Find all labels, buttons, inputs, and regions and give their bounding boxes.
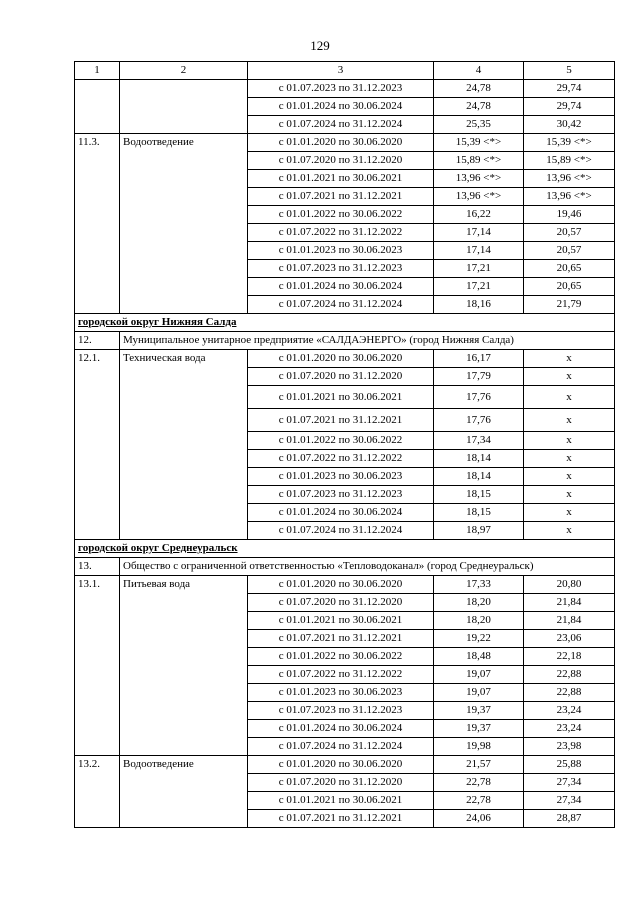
organization-name: Муниципальное унитарное предприятие «САЛДАЭНЕРГО» (город Нижняя Салда) [120,332,615,350]
tariff-vat-value-cell: 22,88 [524,684,615,702]
period-cell: с 01.07.2022 по 31.12.2022 [248,224,434,242]
period-cell: с 01.07.2021 по 31.12.2021 [248,630,434,648]
period-cell: с 01.07.2021 по 31.12.2021 [248,188,434,206]
service-name [120,80,248,134]
tariff-value-cell: 18,16 [434,296,524,314]
period-cell: с 01.01.2021 по 30.06.2021 [248,170,434,188]
tariff-value-cell: 24,06 [434,810,524,828]
tariff-vat-value-cell: 25,88 [524,756,615,774]
period-cell: с 01.01.2024 по 30.06.2024 [248,504,434,522]
tariff-value-cell: 25,35 [434,116,524,134]
tariff-value-cell: 17,33 [434,576,524,594]
tariff-vat-value-cell: 23,06 [524,630,615,648]
period-cell: с 01.01.2023 по 30.06.2023 [248,468,434,486]
tariff-vat-value-cell: 21,84 [524,594,615,612]
tariff-vat-value-cell: x [524,432,615,450]
period-cell: с 01.07.2024 по 31.12.2024 [248,116,434,134]
period-cell: с 01.07.2023 по 31.12.2023 [248,486,434,504]
period-cell: с 01.01.2021 по 30.06.2021 [248,612,434,630]
period-cell: с 01.07.2021 по 31.12.2021 [248,810,434,828]
tariff-value-cell: 17,14 [434,242,524,260]
header-cell-4: 4 [434,62,524,80]
tariff-vat-value-cell: 23,98 [524,738,615,756]
tariff-vat-value-cell: 19,46 [524,206,615,224]
tariff-value-cell: 24,78 [434,80,524,98]
tariff-value-cell: 16,17 [434,350,524,368]
header-cell-2: 2 [120,62,248,80]
tariff-value-cell: 18,14 [434,450,524,468]
tariff-vat-value-cell: 15,39 <*> [524,134,615,152]
item-number: 11.3. [75,134,120,314]
tariff-vat-value-cell: 30,42 [524,116,615,134]
tariff-vat-value-cell: x [524,522,615,540]
tariff-value-cell: 17,34 [434,432,524,450]
period-cell: с 01.07.2023 по 31.12.2023 [248,260,434,278]
tariff-value-cell: 19,98 [434,738,524,756]
tariff-vat-value-cell: 29,74 [524,98,615,116]
tariff-vat-value-cell: 15,89 <*> [524,152,615,170]
tariff-value-cell: 22,78 [434,774,524,792]
tariff-vat-value-cell: x [524,368,615,386]
tariff-vat-value-cell: 20,57 [524,224,615,242]
tariff-value-cell: 15,39 <*> [434,134,524,152]
tariff-vat-value-cell: 21,84 [524,612,615,630]
page-number: 129 [310,38,330,53]
tariff-table-body [75,62,615,828]
period-cell: с 01.01.2024 по 30.06.2024 [248,278,434,296]
tariff-value-cell: 18,20 [434,612,524,630]
tariff-vat-value-cell: 22,88 [524,666,615,684]
period-cell: с 01.07.2020 по 31.12.2020 [248,152,434,170]
table-row [75,350,615,368]
period-cell: с 01.01.2020 по 30.06.2020 [248,756,434,774]
tariff-value-cell: 19,37 [434,702,524,720]
tariff-vat-value-cell: 27,34 [524,792,615,810]
tariff-value-cell: 17,79 [434,368,524,386]
tariff-vat-value-cell: 13,96 <*> [524,188,615,206]
table-row [75,576,615,594]
tariff-value-cell: 18,20 [434,594,524,612]
tariff-value-cell: 18,15 [434,504,524,522]
period-cell: с 01.01.2020 по 30.06.2020 [248,134,434,152]
period-cell: с 01.07.2020 по 31.12.2020 [248,368,434,386]
tariff-value-cell: 19,22 [434,630,524,648]
tariff-vat-value-cell: x [524,409,615,432]
tariff-value-cell: 18,48 [434,648,524,666]
period-cell: с 01.07.2022 по 31.12.2022 [248,450,434,468]
tariff-vat-value-cell: 20,57 [524,242,615,260]
period-cell: с 01.07.2022 по 31.12.2022 [248,666,434,684]
table-row [75,134,615,152]
tariff-value-cell: 15,89 <*> [434,152,524,170]
tariff-value-cell: 24,78 [434,98,524,116]
tariff-vat-value-cell: 22,18 [524,648,615,666]
tariff-value-cell: 18,14 [434,468,524,486]
header-cell-1: 1 [75,62,120,80]
item-number: 13.1. [75,576,120,756]
period-cell: с 01.01.2020 по 30.06.2020 [248,576,434,594]
tariff-value-cell: 19,07 [434,684,524,702]
period-cell: с 01.07.2020 по 31.12.2020 [248,774,434,792]
period-cell: с 01.01.2023 по 30.06.2023 [248,242,434,260]
period-cell: с 01.07.2024 по 31.12.2024 [248,296,434,314]
section-row [75,314,615,332]
tariff-vat-value-cell: x [524,486,615,504]
tariff-vat-value-cell: x [524,450,615,468]
tariff-value-cell: 13,96 <*> [434,188,524,206]
tariff-vat-value-cell: x [524,386,615,409]
period-cell: с 01.01.2021 по 30.06.2021 [248,792,434,810]
tariff-value-cell: 17,76 [434,386,524,409]
service-name: Питьевая вода [120,576,248,756]
period-cell: с 01.01.2024 по 30.06.2024 [248,98,434,116]
item-number: 12. [75,332,120,350]
section-title: городской округ Среднеуральск [75,540,615,558]
tariff-vat-value-cell: 13,96 <*> [524,170,615,188]
period-cell: с 01.01.2022 по 30.06.2022 [248,206,434,224]
item-number: 13. [75,558,120,576]
service-name: Водоотведение [120,134,248,314]
tariff-value-cell: 17,21 [434,260,524,278]
section-row [75,540,615,558]
item-number [75,80,120,134]
item-number: 12.1. [75,350,120,540]
table-row [75,756,615,774]
tariff-value-cell: 17,76 [434,409,524,432]
tariff-value-cell: 22,78 [434,792,524,810]
period-cell: с 01.01.2024 по 30.06.2024 [248,720,434,738]
tariff-vat-value-cell: 21,79 [524,296,615,314]
period-cell: с 01.07.2024 по 31.12.2024 [248,738,434,756]
service-name: Водоотведение [120,756,248,828]
tariff-vat-value-cell: 28,87 [524,810,615,828]
tariff-value-cell: 17,14 [434,224,524,242]
organization-row [75,558,615,576]
tariff-vat-value-cell: 27,34 [524,774,615,792]
tariff-vat-value-cell: 23,24 [524,720,615,738]
header-cell-5: 5 [524,62,615,80]
service-name: Техническая вода [120,350,248,540]
tariff-value-cell: 17,21 [434,278,524,296]
period-cell: с 01.07.2023 по 31.12.2023 [248,80,434,98]
organization-row [75,332,615,350]
period-cell: с 01.07.2020 по 31.12.2020 [248,594,434,612]
period-cell: с 01.01.2022 по 30.06.2022 [248,432,434,450]
tariff-vat-value-cell: 20,65 [524,278,615,296]
period-cell: с 01.07.2021 по 31.12.2021 [248,409,434,432]
table-row [75,80,615,98]
tariff-vat-value-cell: x [524,350,615,368]
tariff-value-cell: 21,57 [434,756,524,774]
period-cell: с 01.01.2023 по 30.06.2023 [248,684,434,702]
tariff-vat-value-cell: 20,65 [524,260,615,278]
tariff-table [74,61,615,828]
section-title: городской округ Нижняя Салда [75,314,615,332]
tariff-vat-value-cell: 20,80 [524,576,615,594]
tariff-value-cell: 18,15 [434,486,524,504]
period-cell: с 01.01.2021 по 30.06.2021 [248,386,434,409]
tariff-value-cell: 19,37 [434,720,524,738]
tariff-vat-value-cell: 29,74 [524,80,615,98]
tariff-value-cell: 16,22 [434,206,524,224]
period-cell: с 01.01.2022 по 30.06.2022 [248,648,434,666]
item-number: 13.2. [75,756,120,828]
tariff-vat-value-cell: x [524,468,615,486]
tariff-value-cell: 19,07 [434,666,524,684]
table-header-row [75,62,615,80]
period-cell: с 01.07.2023 по 31.12.2023 [248,702,434,720]
period-cell: с 01.07.2024 по 31.12.2024 [248,522,434,540]
header-cell-3: 3 [248,62,434,80]
period-cell: с 01.01.2020 по 30.06.2020 [248,350,434,368]
tariff-value-cell: 13,96 <*> [434,170,524,188]
tariff-vat-value-cell: 23,24 [524,702,615,720]
organization-name: Общество с ограниченной ответственностью «Тепловодоканал» (город Среднеуральск) [120,558,615,576]
tariff-vat-value-cell: x [524,504,615,522]
tariff-value-cell: 18,97 [434,522,524,540]
